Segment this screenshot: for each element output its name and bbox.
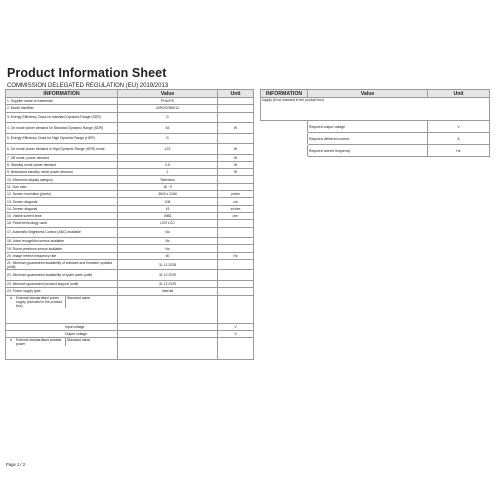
row-info: 5. Energy Efficiency Class for High Dynamic Range (HDR) — [6, 133, 118, 144]
row-info: 24. Power supply type: — [6, 288, 118, 295]
row-info: 15. Visible screen area — [6, 212, 118, 219]
row-info: 10. Electronic display category — [6, 176, 118, 183]
table-row — [6, 295, 254, 323]
row-unit — [218, 220, 254, 227]
product-info-table — [5, 89, 254, 360]
row-info: 18. Voice recognition sensor available — [6, 238, 118, 245]
row-value: 16 : 9 — [118, 183, 218, 190]
row-value: 31 12 2029 — [118, 280, 218, 287]
row-value: 43PUS7855/12 — [118, 105, 218, 112]
table-header-row — [261, 90, 490, 98]
row-unit: V — [218, 323, 254, 330]
row-value: G — [118, 112, 218, 123]
row-info: Required current frequency — [308, 145, 428, 157]
row-unit: V — [218, 330, 254, 337]
header-unit: Unit — [218, 90, 254, 98]
page-number: Page 1 / 2 — [6, 462, 26, 467]
row-value — [118, 323, 218, 330]
table-row — [6, 133, 254, 144]
row-value: No — [118, 227, 218, 238]
row-unit — [218, 112, 254, 123]
table-row — [6, 191, 254, 198]
row-unit — [218, 238, 254, 245]
row-value: LED LCD — [118, 220, 218, 227]
row-value — [118, 330, 218, 337]
table-row — [6, 238, 254, 245]
row-value: 63 — [118, 123, 218, 134]
row-value: 4983 — [118, 212, 218, 219]
row-unit — [218, 98, 254, 105]
external-suitable-power-label: External standardised suitable power — [16, 338, 66, 346]
row-unit — [218, 176, 254, 183]
row-unit: W — [218, 169, 254, 176]
row-info: 1. Supplier name or trademark — [6, 98, 118, 105]
external-power-supply-cell: a External standardised power supply (included in the product box) Standard name — [6, 295, 118, 323]
row-value: 31 12 2029 — [118, 270, 218, 281]
row-value: 43 — [118, 205, 218, 212]
row-unit: W — [218, 123, 254, 134]
row-value: 50 — [118, 252, 218, 259]
row-info: Required output voltage — [308, 121, 428, 133]
row-info: 9. Networked standby mode power demand — [6, 169, 118, 176]
row-value — [118, 338, 218, 360]
header-value: Value — [308, 90, 428, 98]
row-value: PHILIPS — [118, 98, 218, 105]
table-row — [6, 330, 254, 337]
output-voltage-label: Output voltage — [65, 331, 88, 336]
row-unit: V — [428, 121, 490, 133]
table-row — [6, 154, 254, 161]
table-row — [6, 112, 254, 123]
row-info: 3. Energy Efficiency Class for standard Dynamic Range (SDR) — [6, 112, 118, 123]
row-unit — [218, 183, 254, 190]
table-row — [6, 212, 254, 219]
row-info: 16. Panel technology used — [6, 220, 118, 227]
header-unit: Unit — [428, 90, 490, 98]
regulation-subtitle: COMMISSION DELEGATED REGULATION (EU) 2019/2013 — [7, 83, 169, 89]
input-voltage-label: Input voltage — [65, 324, 85, 329]
table-row — [6, 227, 254, 238]
row-info: 23. Minimum guaranteed product support (until) — [6, 280, 118, 287]
row-unit: W — [218, 144, 254, 155]
spacer-cell — [261, 145, 308, 157]
table-row — [6, 288, 254, 295]
row-unit: A — [428, 133, 490, 145]
row-info: 2. Model identifier — [6, 105, 118, 112]
row-info: 14. Screen diagonal — [6, 205, 118, 212]
standard-name-label: Standard name — [67, 338, 91, 343]
table-row — [6, 198, 254, 205]
row-info: 13. Screen diagonal — [6, 198, 118, 205]
table-header-row — [6, 90, 254, 98]
table-row — [6, 176, 254, 183]
row-value — [118, 295, 218, 323]
row-info: 8. Standby mode power demand — [6, 161, 118, 168]
header-value: Value — [118, 90, 218, 98]
table-row — [261, 98, 490, 121]
table-row — [6, 144, 254, 155]
table-row — [6, 205, 254, 212]
power-supply-table — [260, 89, 490, 157]
row-unit: cm — [218, 198, 254, 205]
row-unit: inches — [218, 205, 254, 212]
table-row — [261, 133, 490, 145]
row-info: 20. Image refresh frequency rate — [6, 252, 118, 259]
table-row — [6, 280, 254, 287]
row-unit: Hz — [428, 145, 490, 157]
power-supply-intro: supply (if not included in the product box) — [261, 98, 490, 121]
header-information: INFORMATION — [261, 90, 308, 98]
row-unit — [218, 105, 254, 112]
row-info: 4. On mode power demand for Standard Dynamic Range (SDR) — [6, 123, 118, 134]
row-info: 19. Room presence sensor available — [6, 245, 118, 252]
row-unit: cm² — [218, 212, 254, 219]
table-row — [6, 98, 254, 105]
row-value: Television — [118, 176, 218, 183]
row-unit: pixels — [218, 191, 254, 198]
table-row — [6, 259, 254, 270]
spacer-cell — [261, 121, 308, 133]
spacer-cell — [261, 133, 308, 145]
row-unit: Hz — [218, 252, 254, 259]
row-info: 21. Minimum guaranteed availability of software and firmware updates (until) — [6, 259, 118, 270]
table-row — [6, 323, 254, 330]
row-unit — [218, 280, 254, 287]
row-unit — [218, 227, 254, 238]
input-voltage-cell — [6, 323, 118, 330]
row-value: 31 12 2028 — [118, 259, 218, 270]
row-value: 0.5 — [118, 161, 218, 168]
row-unit — [218, 259, 254, 270]
external-suitable-power-cell: b External standardised suitable power Standard name — [6, 338, 118, 360]
row-info: 17. Automatic Brightness Control (ABC) available — [6, 227, 118, 238]
row-value — [118, 154, 218, 161]
row-unit — [218, 338, 254, 360]
table-row — [261, 145, 490, 157]
table-row — [6, 252, 254, 259]
row-unit — [218, 270, 254, 281]
row-unit — [218, 245, 254, 252]
table-row — [261, 121, 490, 133]
row-unit: W — [218, 154, 254, 161]
row-value: 123 — [118, 144, 218, 155]
row-value: 108 — [118, 198, 218, 205]
product-info-body — [6, 98, 254, 360]
row-value: 3840 x 2160 — [118, 191, 218, 198]
standard-name-label: Standard name — [67, 295, 91, 300]
row-unit — [218, 288, 254, 295]
external-power-supply-label: External standardised power supply (included in the product box) — [16, 296, 66, 308]
table-row — [6, 183, 254, 190]
row-info: 22. Minimum guaranteed availability of spare parts (until) — [6, 270, 118, 281]
row-info: 7. Off mode, power demand — [6, 154, 118, 161]
row-unit — [218, 295, 254, 323]
table-row — [6, 245, 254, 252]
row-value: No — [118, 238, 218, 245]
row-unit: W — [218, 161, 254, 168]
row-value: Internal — [118, 288, 218, 295]
table-row — [6, 270, 254, 281]
page-title: Product Information Sheet — [7, 66, 167, 80]
table-row — [6, 161, 254, 168]
table-row — [6, 123, 254, 134]
row-unit — [218, 133, 254, 144]
row-value: 2 — [118, 169, 218, 176]
table-row — [6, 338, 254, 360]
table-row — [6, 169, 254, 176]
table-row — [6, 220, 254, 227]
row-info: Required delivered current — [308, 133, 428, 145]
row-info: 6. On mode power demand in High Dynamic Range (HDR) mode — [6, 144, 118, 155]
header-information: INFORMATION — [6, 90, 118, 98]
row-value: No — [118, 245, 218, 252]
row-info: 11. Size ratio — [6, 183, 118, 190]
table-row — [6, 105, 254, 112]
output-voltage-cell — [6, 330, 118, 337]
row-info: 12. Screen resolution (pixels) — [6, 191, 118, 198]
row-value: G — [118, 133, 218, 144]
